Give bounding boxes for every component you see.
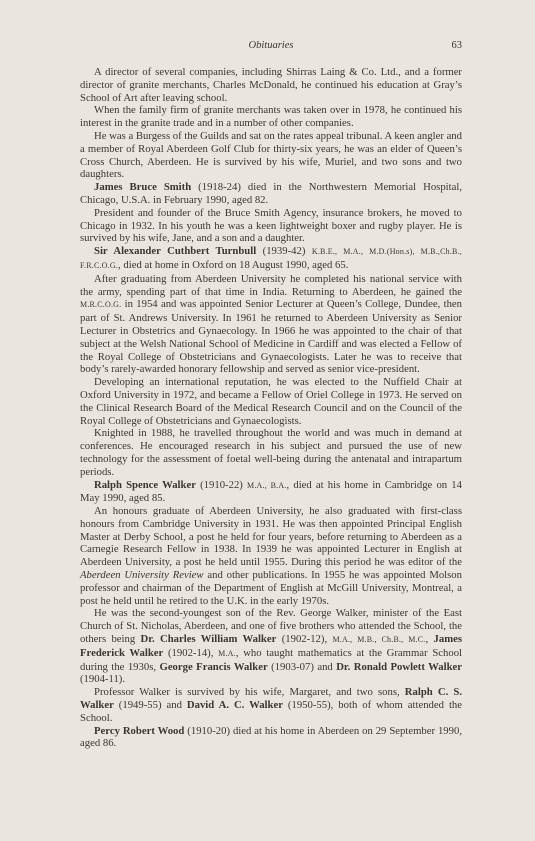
page-number: 63: [451, 40, 462, 51]
text-run: An honours graduate of Aberdeen University, he also graduated with first-class honours from Cambridge University in 1931. He was then appointed Principal English Master at Derby School, a post he held for four years, before returning to Aberdeen as a Carnegie Research Fellow in 1938. In 1939 he was appointed Lecturer in English at Aberdeen University, a post he held until 1955. During this period he was editor of the: [80, 505, 462, 569]
paragraph: [80, 725, 462, 751]
degrees-text: M.A., B.A.: [247, 480, 287, 490]
text-run: He was a Burgess of the Guilds and sat on the rates appeal tribunal. A keen angler and a member of Royal Aberdeen Golf Club for thirty-six years, he was an elder of Queen’s Cross Church, Aberdeen. He is survived by his wife, Muriel, and two sons and two daughters.: [80, 129, 462, 181]
paragraph: [80, 245, 462, 273]
text-run: (1902-14),: [163, 646, 219, 659]
person-name: George Francis Walker: [159, 660, 268, 673]
paragraph: [80, 607, 462, 686]
paragraph: [80, 427, 462, 478]
text-run: A director of several companies, including Shirras Laing & Co. Ltd., and a former director of granite merchants, Charles McDonald, he continued his education at Gray’s School of Art after leaving school.: [80, 66, 462, 104]
paragraph: [80, 130, 462, 181]
text-run: After graduating from Aberdeen University he completed his national service with the army, spending part of that time in India. Returning to Aberdeen, he gained the: [80, 272, 462, 298]
person-name: Percy Robert Wood: [94, 724, 185, 737]
paragraph: [80, 505, 462, 607]
text-run: (1903-07) and: [267, 660, 337, 673]
obituaries-text: [80, 66, 462, 750]
text-run: (1918-24) died in the Northwestern Memorial Hospital, Chicago, U.S.A. in February 1990, aged 82.: [80, 181, 462, 206]
text-run: (1904-11).: [80, 673, 126, 686]
text-run: (1949-55) and: [113, 699, 187, 712]
publication-title: Aberdeen University Review: [80, 569, 204, 582]
person-name: Ralph C. S. Walker: [80, 686, 462, 712]
paragraph: [80, 207, 462, 245]
text-run: (1939-42): [256, 245, 312, 258]
paragraph: [80, 104, 462, 130]
text-run: (1910-22): [195, 478, 248, 491]
text-run: and other publications. In 1955 he was appointed Molson professor and chairman of the Department of English at McGill University, Montreal, a post he held until he retired to the U.K. in the early 1970s.: [80, 569, 462, 607]
text-run: (1902-12),: [276, 633, 333, 646]
text-run: Developing an international reputation, he was elected to the Nuffield Chair at Oxford University in 1972, and became a Fellow of Oriel College in 1973. He served on the Clinical Research Board of the Medical Research Council and on the Council of the Royal College of Obstetricians and Gynaecologists.: [80, 376, 462, 427]
text-run: He was the second-youngest son of the Rev. George Walker, minister of the East Church of St. Nicholas, Aberdeen, and one of five brothers who attended the School, the others being: [80, 607, 462, 646]
degrees-text: M.A.: [218, 648, 236, 658]
paragraph: [80, 686, 462, 724]
text-run: , died at his home in Cambridge on 14 May 1990, aged 85.: [80, 478, 462, 505]
person-name: Ralph Spence Walker: [94, 478, 196, 491]
text-run: Knighted in 1988, he travelled throughout the world and was much in demand at conferences. He encouraged research in his subject and pursued the use of new technology for the assessment of foetal well-being during the antenatal and intrapartum periods.: [80, 427, 462, 478]
text-run: in 1954 and was appointed Senior Lecturer at Queen’s College, Dundee, then part of St. Andrews University. In 1961 he returned to Aberdeen University as Senior Lecturer in Obstetrics and Gynaecology. In 1966 he was appointed to the chair of that subject at the Welsh National School of Medicine in Cardiff and was elected a Fellow of the Royal College of Obstetricians and Gynaecologists. Later he was to receive that body’s rarely-awarded honorary fellowship and served as senior vice-president.: [80, 298, 462, 376]
paragraph: [80, 181, 462, 207]
person-name: Sir Alexander Cuthbert Turnbull: [94, 245, 257, 258]
text-run: Professor Walker is survived by his wife, Margaret, and two sons,: [94, 686, 405, 699]
degrees-text: K.B.E., M.A., M.D.(Hon.s), M.B.,Ch.B., F.R.C.O.G.: [80, 247, 462, 270]
paragraph: [80, 376, 462, 427]
text-run: , who taught mathematics at the Grammar School during the 1930s,: [80, 646, 463, 673]
paragraph: [80, 479, 462, 506]
text-run: (1950-55), both of whom attended the School.: [80, 699, 463, 724]
person-name: Dr. Charles William Walker: [140, 633, 277, 646]
text-run: When the family firm of granite merchants was taken over in 1978, he continued his interest in the granite trade and in a number of other companies.: [80, 104, 462, 130]
person-name: James Bruce Smith: [94, 181, 192, 194]
text-run: , died at home in Oxford on 18 August 1990, aged 65.: [118, 258, 349, 271]
person-name: Dr. Ronald Powlett Walker: [336, 660, 463, 673]
person-name: David A. C. Walker: [186, 699, 283, 712]
text-run: (1910-20) died at his home in Aberdeen on 29 September 1990, aged 86.: [80, 724, 462, 750]
running-title: Obituaries: [248, 40, 294, 51]
page-header: [80, 40, 462, 54]
degrees-text: M.R.C.O.G.: [80, 300, 122, 310]
paragraph: [80, 273, 462, 376]
text-run: President and founder of the Bruce Smith Agency, insurance brokers, he moved to Chicago in 1932. In his youth he was a keen lightweight boxer and rugby player. He is survived by his wife, Jane, and a son and a daughter.: [80, 206, 462, 245]
paragraph: [80, 66, 462, 104]
degrees-text: M.A., M.B., Ch.B., M.C.: [332, 635, 426, 645]
person-name: James Frederick Walker: [80, 633, 463, 659]
text-run: ,: [425, 633, 434, 646]
